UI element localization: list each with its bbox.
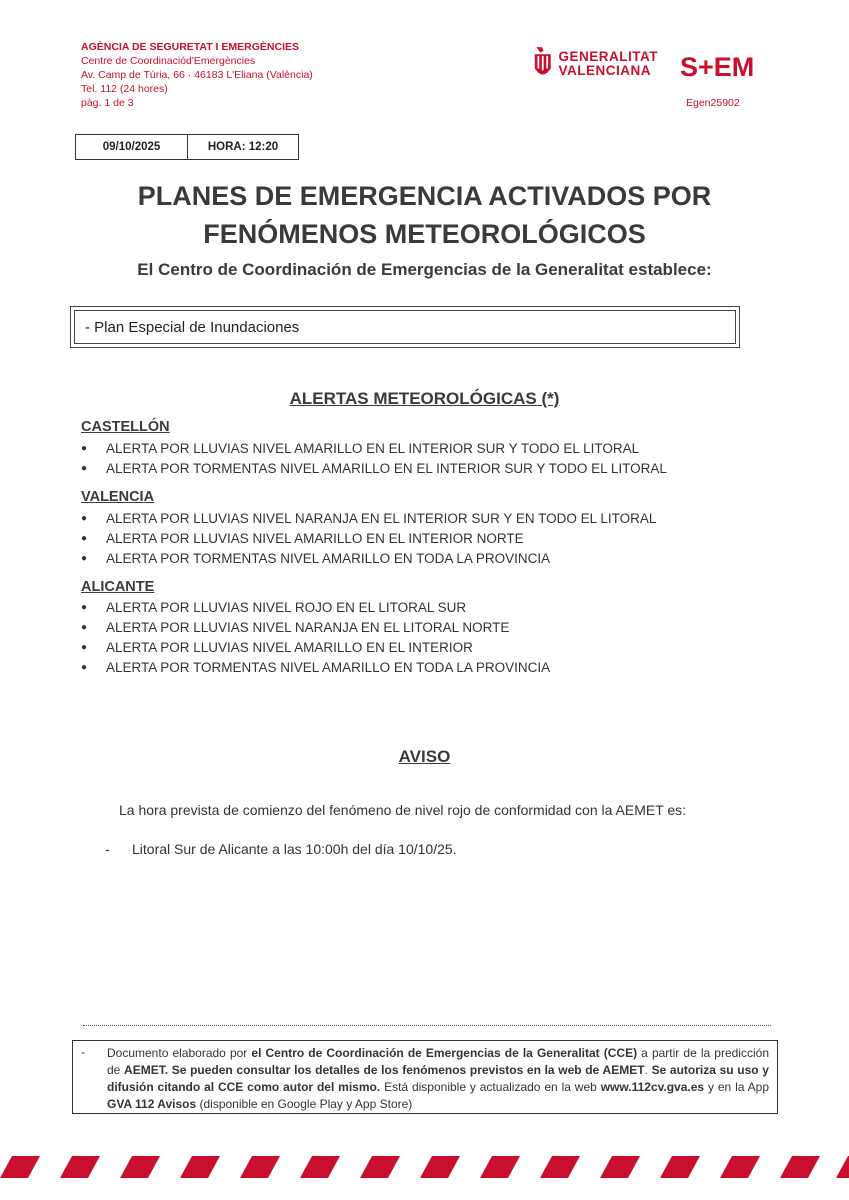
list-item — [81, 551, 550, 566]
address: Av. Camp de Túria, 66 · 46183 L'Eliana (València) — [81, 69, 313, 81]
telephone: Tel. 112 (24 hores) — [81, 83, 168, 95]
list-item — [81, 511, 656, 526]
footer-bold: Se autoriza su uso y difusión citando al CCE como autor del mismo. — [107, 1063, 769, 1094]
list-item — [81, 531, 524, 546]
footer-part: Documento elaborado por — [107, 1046, 252, 1060]
alert-text: ALERTA POR LLUVIAS NIVEL AMARILLO EN EL INTERIOR — [106, 640, 473, 655]
list-item — [81, 461, 667, 476]
sem-logo: S+EM — [680, 52, 755, 82]
alert-text: ALERTA POR LLUVIAS NIVEL AMARILLO EN EL INTERIOR SUR Y TODO EL LITORAL — [106, 441, 640, 456]
aviso-heading: AVISO — [398, 747, 451, 766]
footer-bold: AEMET. Se pueden consultar los detalles de los fenómenos previstos en la web de AEMET — [124, 1063, 645, 1077]
footer-link[interactable]: www.112cv.gva.es — [600, 1080, 705, 1094]
date-time-box — [75, 134, 299, 160]
document-code: Egen25902 — [686, 97, 740, 109]
center-name: Centre de Coordinaciód'Emergències — [81, 55, 256, 67]
alert-text: ALERTA POR LLUVIAS NIVEL AMARILLO EN EL INTERIOR NORTE — [106, 531, 524, 546]
list-item — [81, 620, 509, 635]
footer-app-name: GVA 112 Avisos — [107, 1097, 197, 1111]
generalitat-logo — [533, 42, 658, 86]
plan-text: - Plan Especial de Inundaciones — [74, 310, 736, 344]
page-title — [0, 177, 849, 253]
agency-header — [81, 40, 313, 110]
bullet-icon: ● — [81, 602, 88, 613]
footer-text — [107, 1045, 769, 1113]
footer-bold: el Centro de Coordinación de Emergencias de la Generalitat (CCE) — [251, 1046, 638, 1060]
region-alicante: ALICANTE — [81, 579, 155, 595]
page-number: pàg. 1 de 3 — [81, 97, 134, 109]
aviso-dash: - — [105, 841, 110, 857]
alert-text: ALERTA POR LLUVIAS NIVEL ROJO EN EL LITORAL SUR — [106, 600, 467, 615]
generalitat-shield-icon — [533, 43, 553, 85]
bullet-icon: ● — [81, 443, 88, 454]
gv-text-line1: GENERALITAT — [558, 49, 658, 64]
bullet-icon: ● — [81, 622, 88, 633]
footer-box — [72, 1040, 778, 1114]
footer-part: a partir de la predicción de — [107, 1046, 769, 1077]
list-item — [81, 640, 473, 655]
list-item — [81, 441, 639, 456]
bullet-icon: ● — [81, 513, 88, 524]
footer-part: y en la App — [704, 1080, 769, 1094]
aviso-item — [105, 841, 457, 857]
footer-dash: - — [81, 1045, 85, 1059]
footer-part: Está disponible y actualizado en la web — [380, 1080, 601, 1094]
alert-text: ALERTA POR LLUVIAS NIVEL NARANJA EN EL LITORAL NORTE — [106, 620, 510, 635]
time-cell: HORA: 12:20 — [207, 141, 279, 153]
agency-name: AGÈNCIA DE SEGURETAT I EMERGÈNCIES — [81, 41, 299, 53]
footer-part: (disponible en Google Play y App Store) — [196, 1097, 413, 1111]
footer-divider — [83, 1025, 771, 1026]
alert-text: ALERTA POR TORMENTAS NIVEL AMARILLO EN TODA LA PROVINCIA — [106, 551, 551, 566]
region-valencia: VALENCIA — [81, 489, 155, 505]
title-line2: FENÓMENOS METEOROLÓGICOS — [203, 219, 646, 249]
aviso-item-text: Litoral Sur de Alicante a las 10:00h del día 10/10/25. — [132, 841, 457, 857]
date-cell: 09/10/2025 — [76, 135, 188, 159]
alert-text: ALERTA POR TORMENTAS NIVEL AMARILLO EN EL INTERIOR SUR Y TODO EL LITORAL — [106, 461, 667, 476]
region-castellon: CASTELLÓN — [81, 419, 170, 435]
bullet-icon: ● — [81, 463, 88, 474]
bullet-icon: ● — [81, 553, 88, 564]
alert-text: ALERTA POR TORMENTAS NIVEL AMARILLO EN TODA LA PROVINCIA — [106, 660, 551, 675]
bullet-icon: ● — [81, 642, 88, 653]
footer-part: . — [644, 1063, 652, 1077]
list-item — [81, 660, 550, 675]
alerts-heading: ALERTAS METEOROLÓGICAS (*) — [289, 389, 560, 408]
list-item — [81, 600, 466, 615]
gv-text-line2: VALENCIANA — [558, 63, 651, 78]
alert-text: ALERTA POR LLUVIAS NIVEL NARANJA EN EL INTERIOR SUR Y EN TODO EL LITORAL — [106, 511, 657, 526]
aviso-text: La hora prevista de comienzo del fenómeno de nivel rojo de conformidad con la AEMET es: — [119, 802, 687, 818]
page-subtitle: El Centro de Coordinación de Emergencias de la Generalitat establece: — [137, 260, 712, 279]
plan-box — [70, 306, 740, 348]
title-line1: PLANES DE EMERGENCIA ACTIVADOS POR — [137, 181, 712, 211]
bullet-icon: ● — [81, 533, 88, 544]
bullet-icon: ● — [81, 662, 88, 673]
decorative-stripes — [0, 1156, 849, 1178]
